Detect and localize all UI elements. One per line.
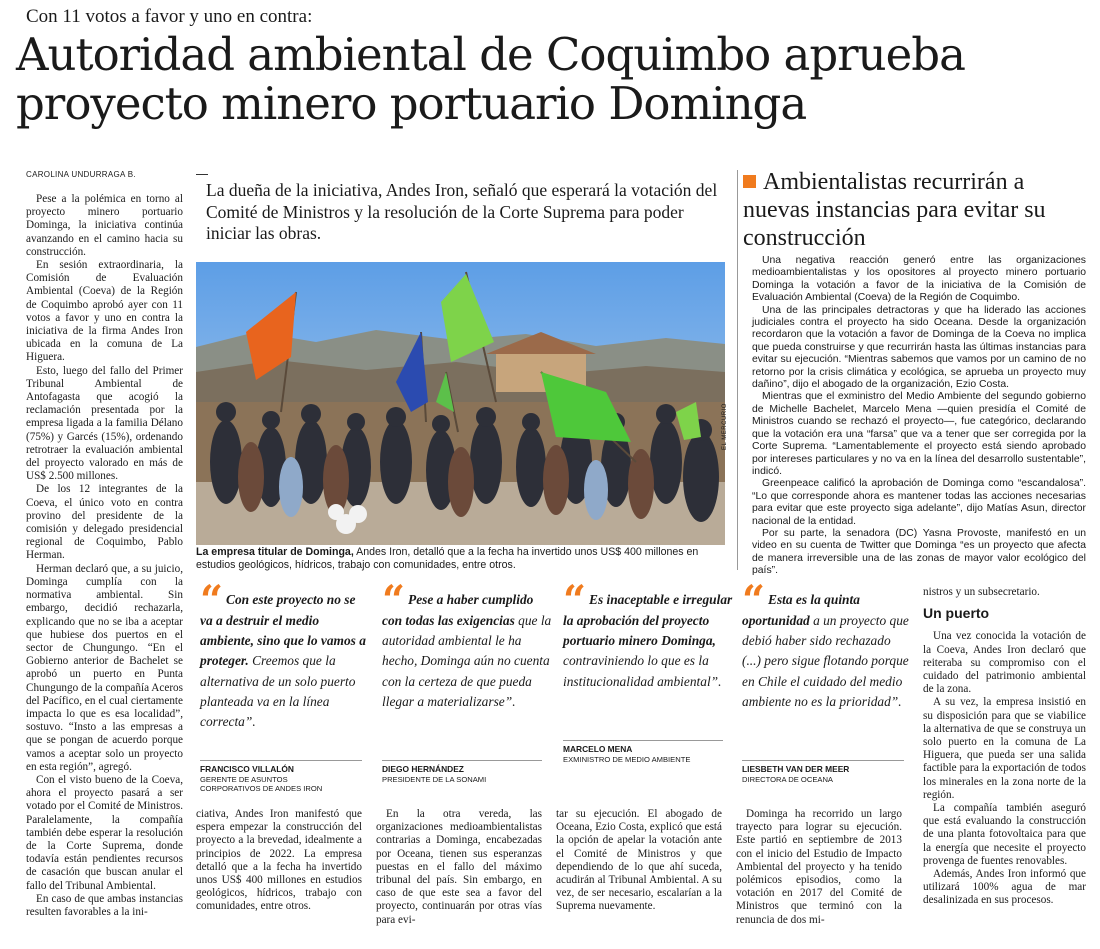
- sidebar-paragraph: Mientras que el exministro del Medio Ambiente del segundo gobierno de Michelle Bachelet, Marcelo Mena —quien presidía el Comité de Ministros cuando se rechazó el proyecto—, fue categórico, declarando que la votación era una “farsa” que va a tener que ser corregida por la Corte Suprema. “Lamentablemente el proyecto está siendo aprobado por intereses particulares y no va en la línea del desarrollo sustentable”, indicó.: [752, 391, 1086, 477]
- quote-rule: [200, 760, 362, 761]
- subtitle: La dueña de la iniciativa, Andes Iron, señaló que esperará la votación del Comité de Ministros y la resolución de la Corte Suprema para poder iniciar las obras.: [206, 180, 718, 243]
- quote-mark-icon: “: [742, 577, 766, 624]
- paragraph: ciativa, Andes Iron manifestó que espera empezar la construcción del proyecto a la brevedad, idealmente a principios de 2022. La empresa detalló que a la fecha ha invertido unos US$ 400 millones en estudios geológicos, hídricos, trabajo con comunidades, entre otros.: [196, 808, 362, 913]
- paragraph: En caso de que ambas instancias resulten favorables a la ini-: [26, 892, 183, 918]
- sidebar-paragraph: Por su parte, la senadora (DC) Yasna Provoste, manifestó en un video en su cuenta de Twitter que Dominga “es un proyecto que afecta de manera irreversible una de las zonas de mayor valor ecológico del país”.: [752, 527, 1086, 577]
- section-subhead: Un puerto: [923, 605, 990, 622]
- paragraph: Con el visto bueno de la Coeva, ahora el proyecto pasará a ser votado por el Comité de Ministros. Paralelamente, la compañía también debe esperar la resolución de la Corte Suprema, donde todavía están pendientes recursos de casación que buscan anular el fallo del Tribunal Ambiental.: [26, 773, 183, 892]
- sidebar-title: Ambientalistas recurrirán a nuevas instancias para evitar su construcción: [743, 169, 1046, 251]
- quote-author-role: GERENTE DE ASUNTOS CORPORATIVOS DE ANDES IRON: [200, 775, 323, 793]
- quote-author-role: PRESIDENTE DE LA SONAMI: [382, 775, 487, 784]
- sidebar-body: [752, 255, 1086, 578]
- headline-line-2: proyecto minero portuario Dominga: [16, 77, 807, 130]
- paragraph: A su vez, la empresa insistió en su disposición para que se viabilice la alternativa de que se construya un solo puerto en la comuna de La Higuera, que pueda ser una salida factible para la exportación de todos los minerales en la zona norte de la región.: [923, 696, 1086, 801]
- quote-author-role: DIRECTORA DE OCEANA: [742, 775, 834, 784]
- article-column-2: [196, 808, 362, 914]
- headline: [16, 30, 1096, 128]
- article-column-1: [26, 193, 183, 919]
- quote-author: FRANCISCO VILLALÓN: [200, 764, 294, 774]
- quote-mark-icon: “: [382, 577, 406, 624]
- quote-rule: [382, 760, 542, 761]
- quote-author: DIEGO HERNÁNDEZ: [382, 764, 464, 774]
- paragraph: En la otra vereda, las organizaciones medioambientalistas contrarias a Dominga, encabezadas por Oceana, tienen sus esperanzas puestas en el fallo del máximo tribunal del país. Sin embargo, en caso de que este sea a favor del proyecto, continuarán por otras vías para evi-: [376, 808, 542, 926]
- paragraph: Pese a la polémica en torno al proyecto minero portuario Dominga, la iniciativa continúa avanzando en el camino hacia su construcción.: [26, 193, 183, 258]
- pull-quote: “ Es inaceptable e irregular la aprobación del proyecto portuario minero Dominga, contraviniendo lo que es la institucionalidad ambiental”.: [563, 577, 733, 689]
- article-column-5: [736, 808, 902, 927]
- quote-mark-icon: “: [563, 577, 587, 624]
- caption-text: Andes Iron, detalló que a la fecha ha invertido unos US$ 400 millones en estudios geológicos, hídricos, trabajo con comunidades, entre otros.: [196, 546, 699, 571]
- quote-rule: [563, 740, 723, 741]
- sidebar-divider: [737, 170, 738, 570]
- paragraph: Además, Andes Iron informó que utilizará 100% agua de mar desalinizada en sus procesos.: [923, 868, 1086, 907]
- quote-rule: [742, 760, 904, 761]
- quote-author-role: EXMINISTRO DE MEDIO AMBIENTE: [563, 755, 691, 764]
- headline-line-1: Autoridad ambiental de Coquimbo aprueba: [16, 28, 965, 81]
- quote-author: LIESBETH VAN DER MEER: [742, 764, 850, 774]
- paragraph: nistros y un subsecretario.: [923, 586, 1040, 598]
- byline-rule: [196, 174, 208, 175]
- caption-lead: La empresa titular de Dominga,: [196, 546, 354, 558]
- pull-quote: “ Con este proyecto no se va a destruir el medio ambiente, sino que lo vamos a proteger. Creemos que la alternativa de un solo puerto planteada va en la línea correcta”.: [200, 577, 366, 730]
- quote-author: MARCELO MENA: [563, 744, 633, 754]
- photo-credit: EL MERCURIO: [722, 403, 728, 450]
- paragraph: Una vez conocida la votación de la Coeva, Andes Iron declaró que reiteraba su compromiso con el cuidado del patrimonio ambiental de la zona.: [923, 630, 1086, 696]
- paragraph: De los 12 integrantes de la Coeva, el único voto en contra provino del presidente de la comisión y delegado presidencial regional de Coquimbo, Pablo Herman.: [26, 483, 183, 562]
- paragraph: La compañía también aseguró que está evaluando la construcción de una planta fotovoltaica para que la energía que necesite el proyecto provenga de fuentes renovables.: [923, 802, 1086, 867]
- protest-photo: [196, 262, 725, 545]
- article-column-4: [556, 808, 722, 914]
- paragraph: tar su ejecución. El abogado de Oceana, Ezio Costa, explicó que está la opción de apelar la votación ante el Comité de Ministros y que dependiendo de lo que ahí suceda, acudirán al Tribunal Ambiental. A su vez, de ser necesario, escalarían a la Suprema nuevamente.: [556, 808, 722, 913]
- article-column-3: [376, 808, 542, 927]
- pull-quote: “ Esta es la quinta oportunidad a un proyecto que debió haber sido rechazado (...) pero sigue flotando porque en Chile el cuidado del medio ambiente no es la prioridad”.: [742, 577, 909, 709]
- pull-quote: “ Pese a haber cumplido con todas las exigencias que la autoridad ambiental le ha hecho, Dominga aún no cuenta con la certeza de que pueda llegar a materializarse”.: [382, 577, 552, 709]
- paragraph: Esto, luego del fallo del Primer Tribunal Ambiental de Antofagasta que acogió la reclamación presentada por la empresa ligada a la familia Délano (75%) y Garcés (15%), ordenando retrotraer la evaluación ambiental del proyecto valorado en más de US$ 2.500 millones.: [26, 364, 183, 483]
- quote-mark-icon: “: [200, 577, 224, 624]
- article-column-6: [923, 586, 1086, 908]
- paragraph: Herman declaró que, a su juicio, Dominga cumplía con la normativa ambiental. Sin embargo, decidió rechazarla, explicando que no se iba a aceptar que hubiese dos puertos en el sector de Chungungo. “En el Gobierno anterior de Bachelet se aprobó un puerto en Punta Chungungo de la compañía Aceros del Pacífico, en el cual ciertamente impacta lo que es esa localidad”, sostuvo. “Insto a las empresas a que se pongan de acuerdo porque vamos a aceptar solo un proyecto en esta región”, agregó.: [26, 562, 183, 773]
- paragraph: Dominga ha recorrido un largo trayecto para lograr su ejecución. Este partió en septiembre de 2013 con el inicio del Estudio de Impacto Ambiental del proyecto y ha tenido polémicos episodios, como la votación en 2017 del Comité de Ministros que terminó con la renuncia de dos mi-: [736, 808, 902, 926]
- photo-caption: [196, 546, 726, 572]
- sidebar-paragraph: Greenpeace calificó la aprobación de Dominga como “escandalosa”. “Lo que corresponde ahora es mantener todas las acciones necesarias para evitar que este proyecto siga adelante”, dijo Matías Asun, director nacional de la entidad.: [752, 478, 1086, 527]
- sidebar-paragraph: Una negativa reacción generó entre las organizaciones medioambientalistas y los opositores al proyecto minero portuario Dominga la votación a favor de la iniciativa de la Comisión de Evaluación Ambiental (Coeva) de la Región de Coquimbo.: [752, 255, 1086, 304]
- paragraph: En sesión extraordinaria, la Comisión de Evaluación Ambiental (Coeva) de la Región de Coquimbo aprobó ayer con 11 votos a favor y uno en contra la iniciativa de la firma Andes Iron ubicada en la comuna de La Higuera.: [26, 259, 183, 364]
- sidebar-paragraph: Una de las principales detractoras y que ha liderado las acciones judiciales contra el proyecto ha sido Oceana. Desde la organización recordaron que la votación a favor de Dominga de la Coeva no implica que pueda construirse y que recurrirán hasta las últimas instancias para evitar su ejecución. “Mientras sabemos que vamos por un camino de no retorno por la crisis climática y ecológica, se aprueba un proyecto muy dañino”, dijo el abogado de la organización, Ezio Costa.: [752, 304, 1086, 391]
- protest-scene-image: [196, 262, 725, 545]
- kicker: Con 11 votos a favor y uno en contra:: [26, 6, 313, 27]
- byline: CAROLINA UNDURRAGA B.: [26, 170, 136, 179]
